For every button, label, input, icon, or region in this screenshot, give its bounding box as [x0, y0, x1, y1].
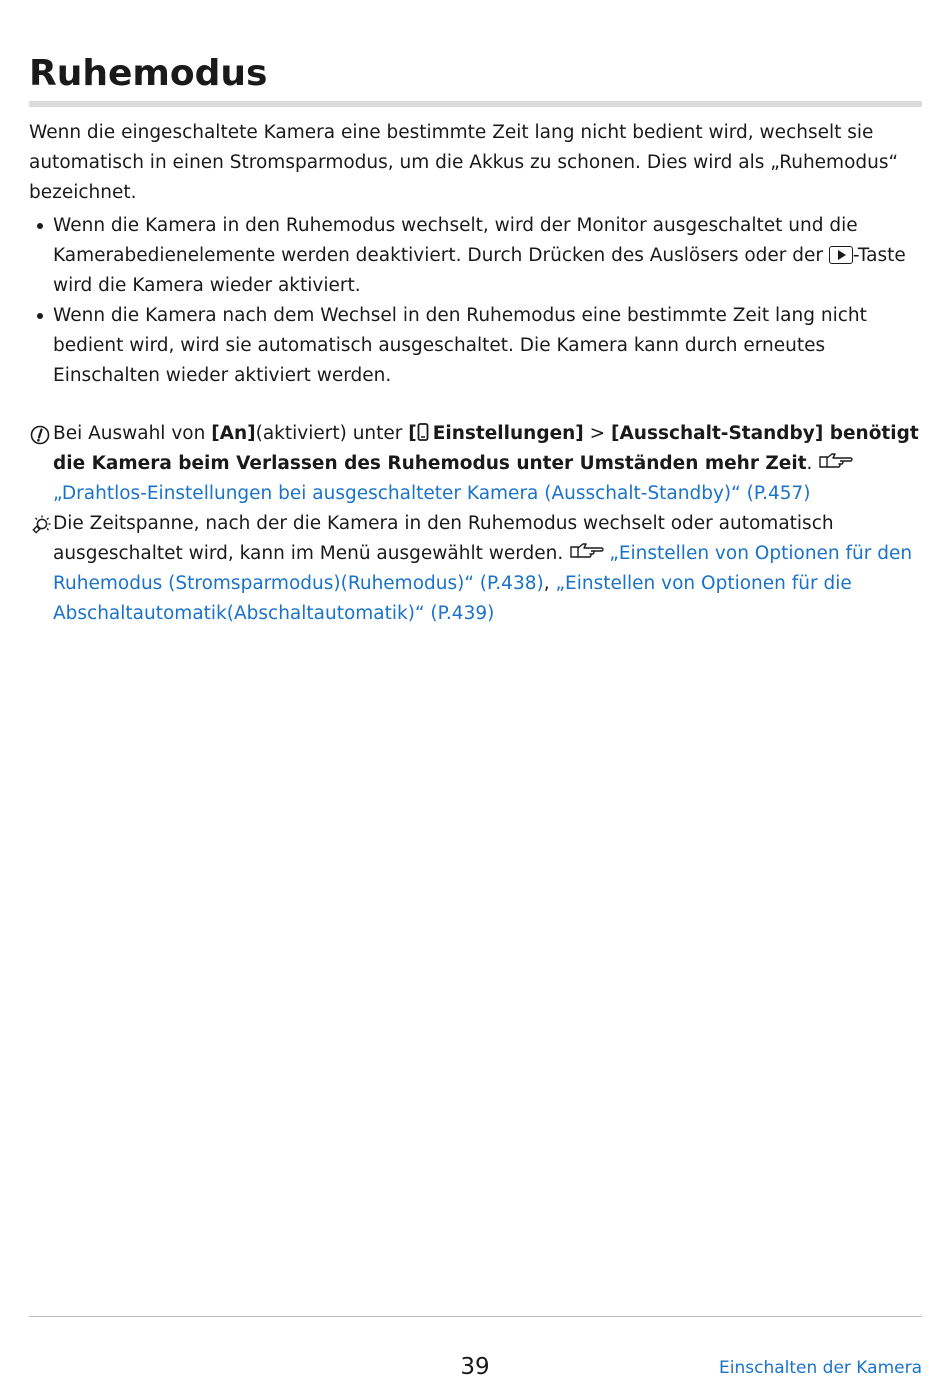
tip-icon — [29, 514, 51, 536]
tip-note — [29, 509, 924, 629]
page-content — [29, 118, 924, 629]
note2-separator: , — [543, 573, 556, 594]
section-link[interactable]: Einschalten der Kamera — [719, 1358, 922, 1378]
playback-button-icon — [829, 246, 853, 264]
note1-menu-standby: [Ausschalt-Standby] — [611, 423, 824, 444]
notes-section — [29, 419, 924, 629]
bullet-text-2: Wenn die Kamera nach dem Wechsel in den Ruhemodus eine bestimmte Zeit lang nicht bedient wird, wird sie automatisch ausgeschaltet. Die Kamera kann durch erneutes Einschalten wieder aktiviert werden. — [53, 305, 867, 386]
link-ruhemodus-optionen[interactable]: „Einstellen von Optionen für den Ruhemodus (Stromsparmodus)(Ruhemodus)“ (P.438) — [53, 543, 913, 594]
note1-text-bold: benötigt die Kamera beim Verlassen des Ruhemodus unter Umständen mehr Zeit — [53, 423, 919, 474]
note1-bracket: [ — [408, 423, 417, 444]
note2-text: Die Zeitspanne, nach der die Kamera in den Ruhemodus wechselt oder automatisch ausgeschaltet wird, kann im Menü ausgewählt werden. — [53, 513, 834, 564]
caution-note — [29, 419, 924, 509]
note1-option-an: [An] — [211, 423, 256, 444]
title-underline — [29, 101, 922, 107]
bullet-text-1b: -Taste wird die Kamera wieder aktiviert. — [53, 245, 906, 296]
note1-period: . — [806, 453, 813, 474]
caution-icon — [29, 424, 51, 446]
bullet-list — [29, 211, 924, 391]
smartphone-icon — [417, 423, 429, 441]
page-title: Ruhemodus — [29, 53, 268, 94]
link-abschaltautomatik[interactable]: „Einstellen von Optionen für die Abschaltautomatik(Abschaltautomatik)“ (P.439) — [53, 573, 852, 624]
note1-text-a: Bei Auswahl von — [53, 423, 212, 444]
note1-text-b: (aktiviert) unter — [255, 423, 409, 444]
note1-separator: > — [583, 423, 612, 444]
list-item — [29, 301, 924, 391]
pointing-hand-icon — [569, 541, 605, 561]
pointing-hand-icon — [818, 451, 854, 471]
bullet-icon — [37, 313, 43, 319]
bullet-icon — [37, 223, 43, 229]
footer-divider — [29, 1316, 922, 1317]
page-number: 39 — [460, 1354, 490, 1380]
link-ausschalt-standby[interactable]: „Drahtlos-Einstellungen bei ausgeschalteter Kamera (Ausschalt-Standby)“ (P.457) — [53, 483, 811, 504]
list-item — [29, 211, 924, 301]
intro-paragraph: Wenn die eingeschaltete Kamera eine bestimmte Zeit lang nicht bedient wird, wechselt sie automatisch in einen Stromsparmodus, um die Akkus zu schonen. Dies wird als „Ruhemodus“ bezeichnet. — [29, 122, 899, 203]
bullet-text-1a: Wenn die Kamera in den Ruhemodus wechselt, wird der Monitor ausgeschaltet und die Kamerabedienelemente werden deaktiviert. Durch Drücken des Auslösers oder der — [53, 215, 858, 266]
note1-menu-einstellungen: Einstellungen] — [432, 423, 584, 444]
